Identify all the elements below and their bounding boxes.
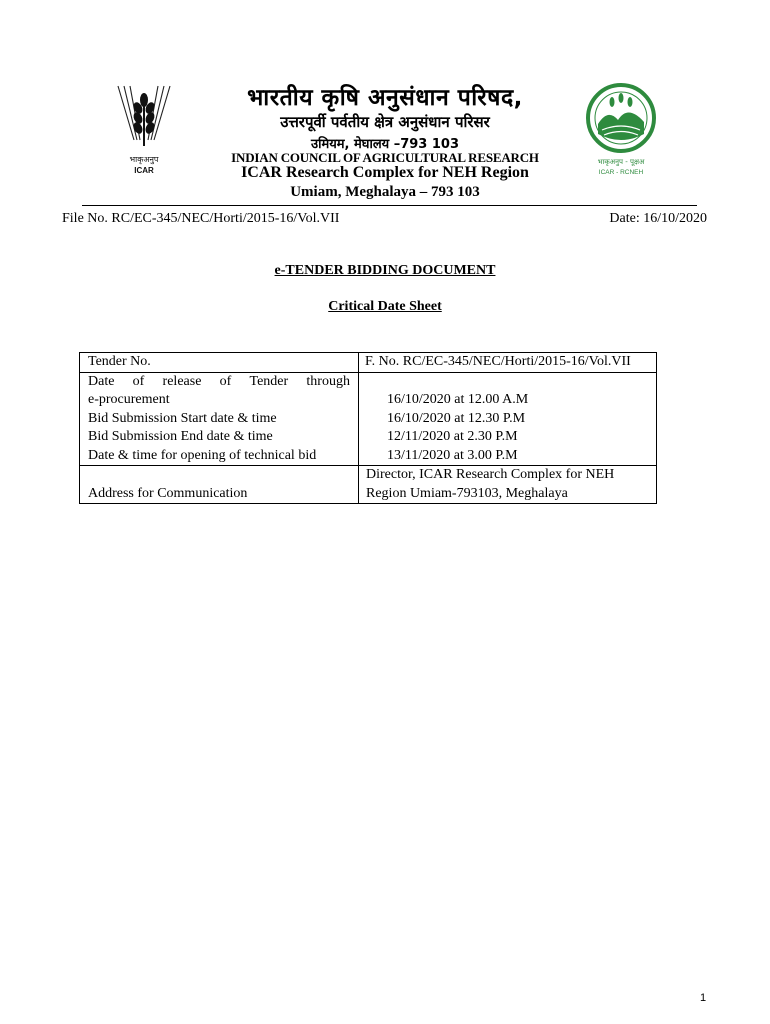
document-date: Date: 16/10/2020 — [609, 211, 707, 226]
bid-end-label: Bid Submission End date & time — [80, 428, 359, 447]
letterhead-hindi-subtitle: उत्तरपूर्वी पर्वतीय क्षेत्र अनुसंधान परिसर — [280, 113, 490, 131]
bid-start-value: 16/10/2020 at 12.30 P.M — [387, 410, 526, 426]
letterhead-hindi-title: भारतीय कृषि अनुसंधान परिषद, — [247, 85, 523, 111]
table-row — [80, 353, 657, 373]
table-row — [80, 466, 657, 504]
file-number: File No. RC/EC-345/NEC/Horti/2015-16/Vol.VII — [62, 211, 340, 226]
right-logo-caption-hindi: भाकृअनुप - पूक्षअ — [597, 158, 645, 166]
letterhead-divider — [82, 205, 697, 206]
document-subtitle: Critical Date Sheet — [328, 299, 442, 314]
critical-date-table — [79, 352, 657, 504]
document-title: e-TENDER BIDDING DOCUMENT — [274, 263, 496, 278]
table-row — [80, 428, 657, 447]
release-date-label — [80, 372, 359, 410]
opening-label: Date & time for opening of technical bid — [80, 447, 359, 466]
left-logo-caption-english: ICAR — [134, 166, 154, 175]
left-logo-caption-hindi: भाकृअनुप — [129, 155, 159, 164]
letterhead-english-council: INDIAN COUNCIL OF AGRICULTURAL RESEARCH — [231, 150, 539, 165]
letterhead-hindi-address: उमियम, मेघालय –793 103 — [310, 137, 460, 152]
table-row — [80, 372, 657, 410]
address-label: Address for Communication — [80, 466, 359, 504]
opening-value: 13/11/2020 at 3.00 P.M — [387, 447, 518, 463]
tender-no-value: F. No. RC/EC-345/NEC/Horti/2015-16/Vol.VII — [359, 353, 657, 373]
icar-wheat-emblem-icon — [112, 82, 176, 178]
table-row — [80, 410, 657, 429]
opening-cell — [359, 447, 657, 466]
release-date-cell — [359, 372, 657, 410]
address-value — [359, 466, 657, 504]
page-number: 1 — [700, 992, 707, 1004]
bid-end-cell — [359, 428, 657, 447]
address-line1: Director, ICAR Research Complex for NEH — [366, 467, 615, 482]
icar-neh-hills-emblem-icon — [582, 80, 660, 178]
bid-start-label: Bid Submission Start date & time — [80, 410, 359, 429]
bid-end-value: 12/11/2020 at 2.30 P.M — [387, 429, 518, 444]
release-date-label-line2: e-procurement — [88, 392, 170, 407]
table-row — [80, 447, 657, 466]
tender-no-label: Tender No. — [80, 353, 359, 373]
right-logo-caption-english: ICAR - RCNEH — [598, 169, 644, 176]
bid-start-cell — [359, 410, 657, 429]
release-date-label-line1: Date of release of Tender through — [88, 373, 350, 389]
letterhead-english-complex: ICAR Research Complex for NEH Region — [241, 164, 529, 181]
address-line2: Region Umiam-793103, Meghalaya — [366, 485, 568, 501]
letterhead-english-address: Umiam, Meghalaya – 793 103 — [290, 184, 480, 200]
release-date-value: 16/10/2020 at 12.00 A.M — [387, 392, 529, 407]
